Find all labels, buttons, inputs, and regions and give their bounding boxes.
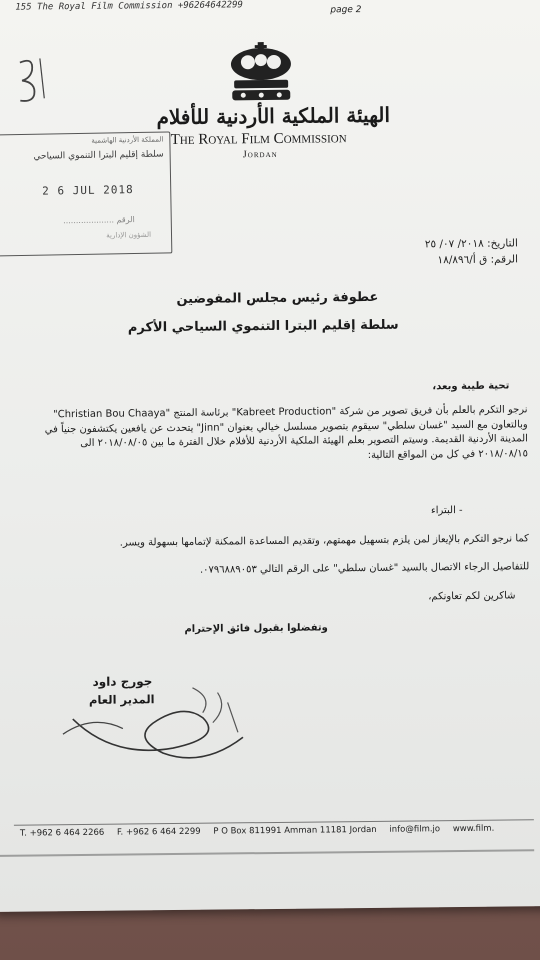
stamp-date: 2 6 JUL 2018 xyxy=(42,183,134,198)
reference-date: التاريخ: ٢٠١٨/ ٠٧/ ٢٥ xyxy=(424,237,518,251)
signatory-name: جورج داود xyxy=(92,674,153,689)
footer-address: P O Box 811991 Amman 11181 Jordan xyxy=(213,824,377,837)
page-marker: page 2 xyxy=(330,5,362,16)
stamp-line-3: الرقم .................... xyxy=(63,215,135,226)
contact-details: للتفاصيل الرجاء الاتصال بالسيد "غسان سلطي" على الرقم التالي ٠٧٩٦٨٨٩٠٥٣. xyxy=(199,561,530,576)
location-bullet: - البتراء xyxy=(430,504,463,517)
handwritten-mark xyxy=(14,54,47,104)
footer-fax: F. +962 6 464 2299 xyxy=(116,826,201,838)
letterhead-country: Jordan xyxy=(242,148,278,161)
request-paragraph: كما نرجو التكرم بالإيعاز لمن يلزم بتسهيل مهمتهم، وتقديم المساعدة الممكنة لإتمامها بسهولة ويسر. xyxy=(119,533,529,549)
letterhead-english-name: The Royal Film Commission xyxy=(170,130,347,149)
footer-web: www.film. xyxy=(452,823,495,835)
stamp-line-2: سلطة إقليم البترا التنموي السياحي xyxy=(33,149,164,162)
closing-regards: وتفضلوا بقبول فائق الإحترام xyxy=(184,622,328,635)
footer-contacts xyxy=(20,824,504,839)
fax-header: 155 The Royal Film Commission +96264642299 xyxy=(15,0,243,13)
bottom-rule xyxy=(0,849,534,857)
addressee-organization: سلطة إقليم البترا التنموي السياحي الأكرم xyxy=(127,317,399,336)
signatory-title: المدير العام xyxy=(88,692,155,707)
thanks-line: شاكرين لكم تعاونكم، xyxy=(428,590,516,603)
crown-logo-icon xyxy=(218,42,305,105)
footer-tel: T. +962 6 464 2266 xyxy=(19,827,105,839)
greeting: تحية طيبة وبعد، xyxy=(432,380,510,393)
letterhead-arabic-name: الهيئة الملكية الأردنية للأفلام xyxy=(156,102,391,130)
stamp-line-4: الشؤون الإدارية xyxy=(106,230,152,240)
received-stamp xyxy=(0,131,172,256)
addressee-title: عطوفة رئيس مجلس المفوضين xyxy=(176,289,379,307)
footer-email: info@film.jo xyxy=(389,824,441,835)
handwritten-signature xyxy=(52,677,253,769)
reference-number: الرقم: ق أ/١٨/٨٩٦ xyxy=(437,253,519,267)
stamp-line-1: المملكة الأردنية الهاشمية xyxy=(91,135,164,145)
body-paragraph: نرجو التكرم بالعلم بأن فريق تصوير من شركة "Kabreet Production" برئاسة المنتج "Christian Bou Chaaya" وبالتعاون مع السيد "غسان سلطي" سيقوم بتصوير مسلسل خيالي بعنوان "Jinn" يتحدث عن يافعين يكتشفون جنياً في المدينة الأردنية القديمة. وسيتم التصوير بعلم الهيئة الملكية الأردنية للأفلام خلال الفترة ما بين ٢٠١٨/٠٨/٠٥ الى ٢٠١٨/٠٨/١٥ في كل من المواقع التالية: xyxy=(44,404,529,461)
